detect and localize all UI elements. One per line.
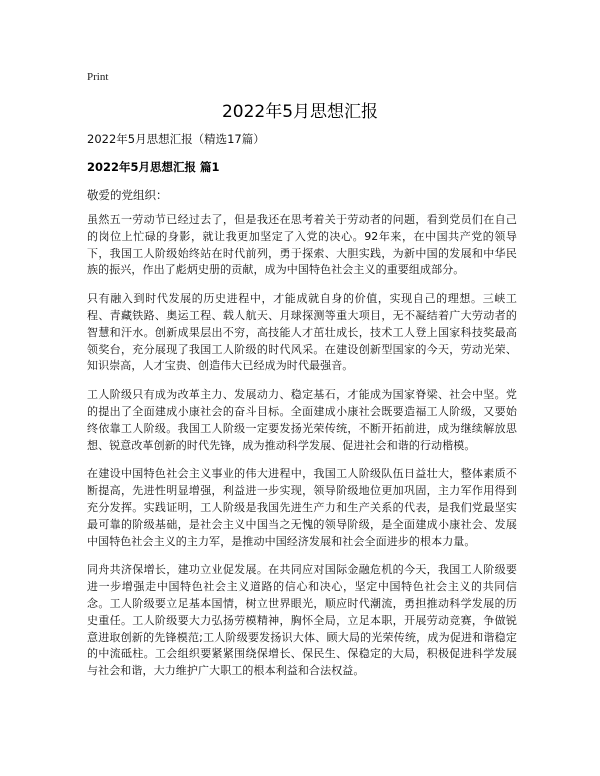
paragraph: 同舟共济保增长，建功立业促发展。在共同应对国际金融危机的今天，我国工人阶级要进一步增强走中国特色社会主义道路的信心和决心，坚定中国特色社会主义的共同信念。工人阶级要立足基本国情，树立世界眼光，顺应时代潮流，勇担推动科学发展的历史重任。工人阶级要大力弘扬劳模精神，胸怀全局，立足本职，开展劳动竞赛，争做锐意进取创新的先锋模范;工人阶级要发扬识大体、顾大局的光荣传统，成为促进和谐稳定的中流砥柱。工会组织要紧紧围绕保增长、保民生、保稳定的大局，积极促进科学发展与社会和谐，大力维护广大职工的根本利益和合法权益。 (87, 563, 517, 678)
salutation: 敬爱的党组织： (87, 188, 168, 202)
page-title: 2022年5月思想汇报 (221, 102, 379, 122)
document-subtitle: 2022年5月思想汇报（精选17篇） (87, 132, 265, 146)
paragraph: 只有融入到时代发展的历史进程中，才能成就自身的价值，实现自己的理想。三峡工程、青藏铁路、奥运工程、载人航天、月球探测等重大项目，无不凝结着广大劳动者的智慧和汗水。创新成果层出不穷，高技能人才茁壮成长，技术工人登上国家科技奖最高领奖台，充分展现了我国工人阶级的时代风采。在建设创新型国家的今天，劳动光荣、知识崇高，人才宝贵、创造伟大已经成为时代最强音。 (87, 292, 517, 373)
body-text (87, 212, 517, 692)
paragraph: 在建设中国特色社会主义事业的伟大进程中，我国工人阶级队伍日益壮大，整体素质不断提高，先进性明显增强，利益进一步实现，领导阶级地位更加巩固，主力军作用得到充分发挥。实践证明，工人阶级是我国先进生产力和生产关系的代表，是我们党最坚实最可靠的阶级基础，是社会主义中国当之无愧的领导阶级，是全面建成小康社会、发展中国特色社会主义的主力军，是推动中国经济发展和社会全面进步的根本力量。 (87, 467, 517, 548)
paragraph: 虽然五一劳动节已经过去了，但是我还在思考着关于劳动者的问题，看到党员们在自己的岗位上忙碌的身影，就让我更加坚定了入党的决心。92年来，在中国共产党的领导下，我国工人阶级始终站在时代前列，勇于探索、大胆实践，为新中国的发展和中华民族的振兴，作出了彪炳史册的贡献，成为中国特色社会主义的重要组成部分。 (87, 213, 517, 277)
section-heading: 2022年5月思想汇报 篇1 (87, 160, 220, 174)
paragraph: 工人阶级只有成为改革主力、发展动力、稳定基石，才能成为国家脊梁、社会中坚。党的提出了全面建成小康社会的奋斗目标。全面建成小康社会既要造福工人阶级，又要始终依靠工人阶级。我国工人阶级一定要发扬光荣传统，不断开拓前进，成为继续解放思想、锐意改革创新的时代先锋，成为推动科学发展、促进社会和谐的行动楷模。 (87, 388, 517, 452)
print-link[interactable]: Print (87, 71, 109, 83)
